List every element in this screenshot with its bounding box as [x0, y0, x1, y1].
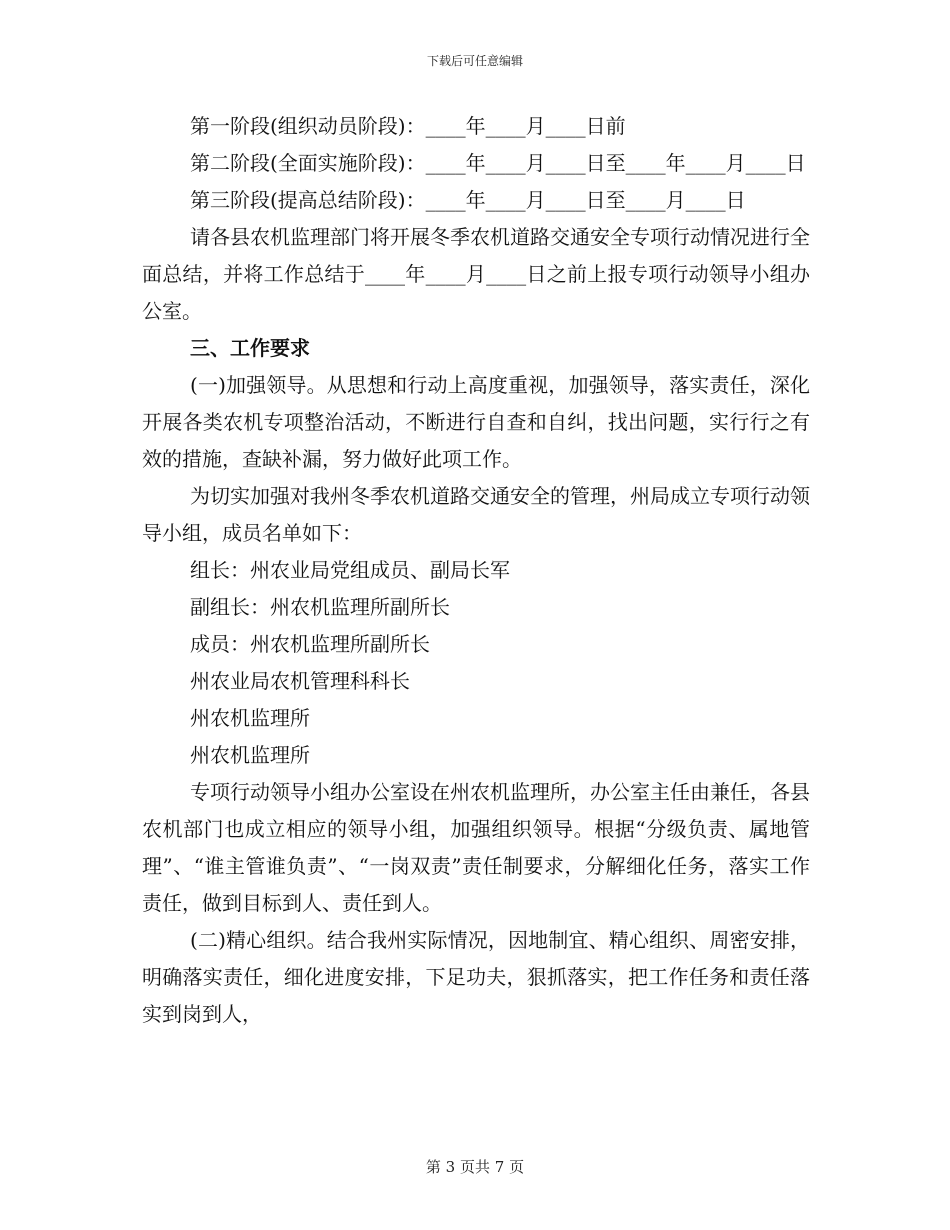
member-deputy-leader: 副组长：州农机监理所副所长 — [190, 595, 450, 619]
member-line: 州农机监理所 — [190, 743, 310, 767]
section-heading: 三、工作要求 — [190, 336, 310, 360]
group-intro-paragraph: 为切实加强对我州冬季农机道路交通安全的管理，州局成立专项行动领导小组，成员名单如下： — [142, 484, 810, 545]
organization-paragraph: (二)精心组织。结合我州实际情况，因地制宜、精心组织、周密安排，明确落实责任，细化进度安排，下足功夫，狠抓落实，把工作任务和责任落实到岗到人， — [142, 928, 810, 1026]
stage-one-line: 第一阶段(组织动员阶段)：____年____月____日前 — [190, 114, 626, 138]
member-members: 成员：州农机监理所副所长 — [190, 632, 430, 656]
member-line: 州农业局农机管理科科长 — [190, 669, 410, 693]
page-header: 下载后可任意编辑 — [426, 54, 523, 68]
document-body — [142, 108, 810, 1033]
stage-three-line: 第三阶段(提高总结阶段)：____年____月____日至____月____日 — [190, 188, 746, 212]
page-footer: 第 3 页共 7 页 — [425, 1158, 525, 1176]
member-line: 州农机监理所 — [190, 706, 310, 730]
stage-two-line: 第二阶段(全面实施阶段)：____年____月____日至____年____月____日 — [190, 151, 806, 175]
office-paragraph: 专项行动领导小组办公室设在州农机监理所，办公室主任由兼任，各县农机部门也成立相应的领导小组，加强组织领导。根据“分级负责、属地管理”、“谁主管谁负责”、“一岗双责”责任制要求，分解细化任务，落实工作责任，做到目标到人、责任到人。 — [142, 780, 810, 915]
member-leader: 组长：州农业局党组成员、副局长军 — [190, 558, 510, 582]
summary-paragraph: 请各县农机监理部门将开展冬季农机道路交通安全专项行动情况进行全面总结，并将工作总结于____年____月____日之前上报专项行动领导小组办公室。 — [142, 225, 810, 323]
leadership-paragraph: (一)加强领导。从思想和行动上高度重视，加强领导，落实责任，深化开展各类农机专项整治活动，不断进行自查和自纠，找出问题，实行行之有效的措施，查缺补漏，努力做好此项工作。 — [142, 373, 810, 471]
